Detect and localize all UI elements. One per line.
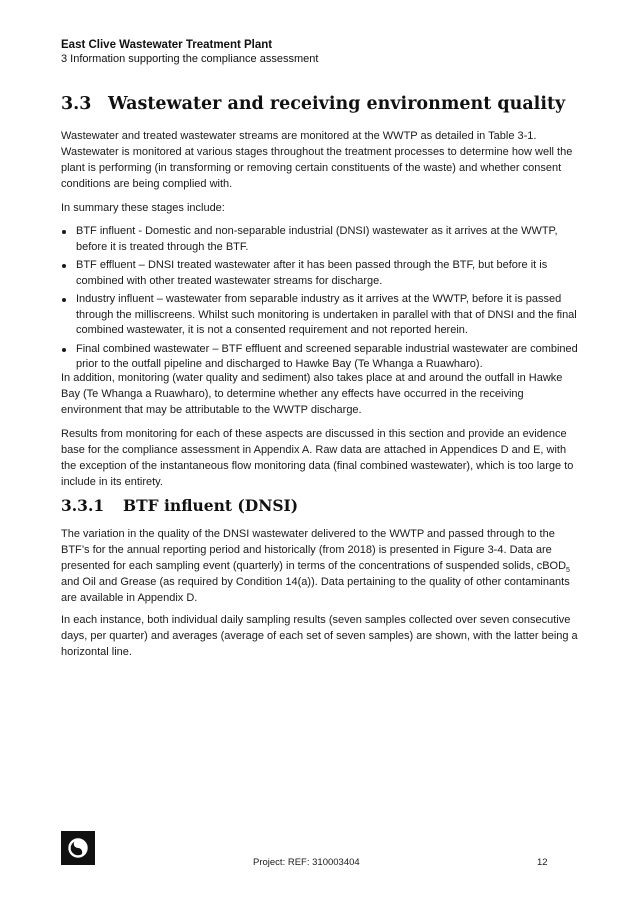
bullet-icon — [62, 264, 66, 268]
results-paragraph: Results from monitoring for each of these aspects are discussed in this section and provide an evidence base for the compliance assessment in Appendix A. Raw data are attached in Appendices D and E, with the exception of the instantaneous flow monitoring data (final combined wastewater), which is too large to include in its entirety. — [61, 428, 574, 488]
list-item-text: BTF influent - Domestic and non-separable industrial (DNSI) wastewater as it arrives at the WWTP, before it is treated through the BTF. — [76, 225, 558, 253]
list-item — [61, 258, 578, 289]
influent-text-a: The variation in the quality of the DNSI wastewater delivered to the WWTP and passed through to the BTF’s for the annual reporting period and historically (from 2018) is presented in Figure 3-4. Data are presented for each sampling event (quarterly) in terms of the concentrations of suspended solids, cBOD — [61, 528, 567, 572]
influent-paragraph — [61, 526, 578, 606]
stages-list — [61, 224, 578, 376]
header-title: East Clive Wastewater Treatment Plant — [61, 39, 273, 51]
section-heading — [61, 93, 565, 115]
subsection-heading — [61, 496, 298, 516]
page-number: 12 — [537, 857, 548, 868]
list-item — [61, 292, 578, 339]
section-title: Wastewater and receiving environment quality — [108, 94, 566, 114]
running-header — [61, 38, 581, 66]
section-number: 3.3 — [61, 94, 92, 114]
cbod-subscript: 5 — [566, 567, 570, 575]
stantec-logo-icon — [61, 831, 95, 865]
subsection-number: 3.3.1 — [61, 496, 105, 515]
list-item — [61, 342, 578, 373]
sampling-paragraph: In each instance, both individual daily sampling results (seven samples collected over seven consecutive days, per quarter) and averages (average of each set of seven samples) are shown, with the latter being a horizontal line. — [61, 614, 578, 658]
summary-lead: In summary these stages include: — [61, 202, 225, 214]
bullet-icon — [62, 298, 66, 302]
bullet-icon — [62, 230, 66, 234]
bullet-icon — [62, 348, 66, 352]
header-subtitle: 3 Information supporting the compliance assessment — [61, 53, 319, 65]
subsection-title: BTF influent (DNSI) — [123, 496, 299, 515]
project-reference: Project: REF: 310003404 — [253, 857, 360, 868]
list-item — [61, 224, 578, 255]
list-item-text: Industry influent – wastewater from separable industry as it arrives at the WWTP, before it is passed through the milliscreens. Whilst such monitoring is undertaken in parallel with that of DNSI and the final combined wastewater, it is not a consented requirement and not reported herein. — [76, 293, 577, 336]
list-item-text: Final combined wastewater – BTF effluent and screened separable industrial wastewater are combined prior to the outfall pipeline and discharged to Hawke Bay (Te Whanga a Ruawharo). — [76, 342, 578, 370]
intro-paragraph: Wastewater and treated wastewater streams are monitored at the WWTP as detailed in Table 3-1. Wastewater is monitored at various stages throughout the treatment processes to determine how well the plant is performing (in transforming or removing certain constituents of the waste) and whether consent conditions are being complied with. — [61, 130, 573, 190]
influent-text-b: and Oil and Grease (as required by Condition 14(a)). Data pertaining to the quality of other contaminants are available in Appendix D. — [61, 576, 570, 604]
monitoring-paragraph: In addition, monitoring (water quality and sediment) also takes place at and around the outfall in Hawke Bay (Te Whanga a Ruawharo), to determine whether any effects have occurred in the receiving environment that may be attributable to the WWTP discharge. — [61, 372, 563, 416]
list-item-text: BTF effluent – DNSI treated wastewater after it has been passed through the BTF, but before it is combined with other treated wastewater streams for discharge. — [76, 259, 548, 287]
